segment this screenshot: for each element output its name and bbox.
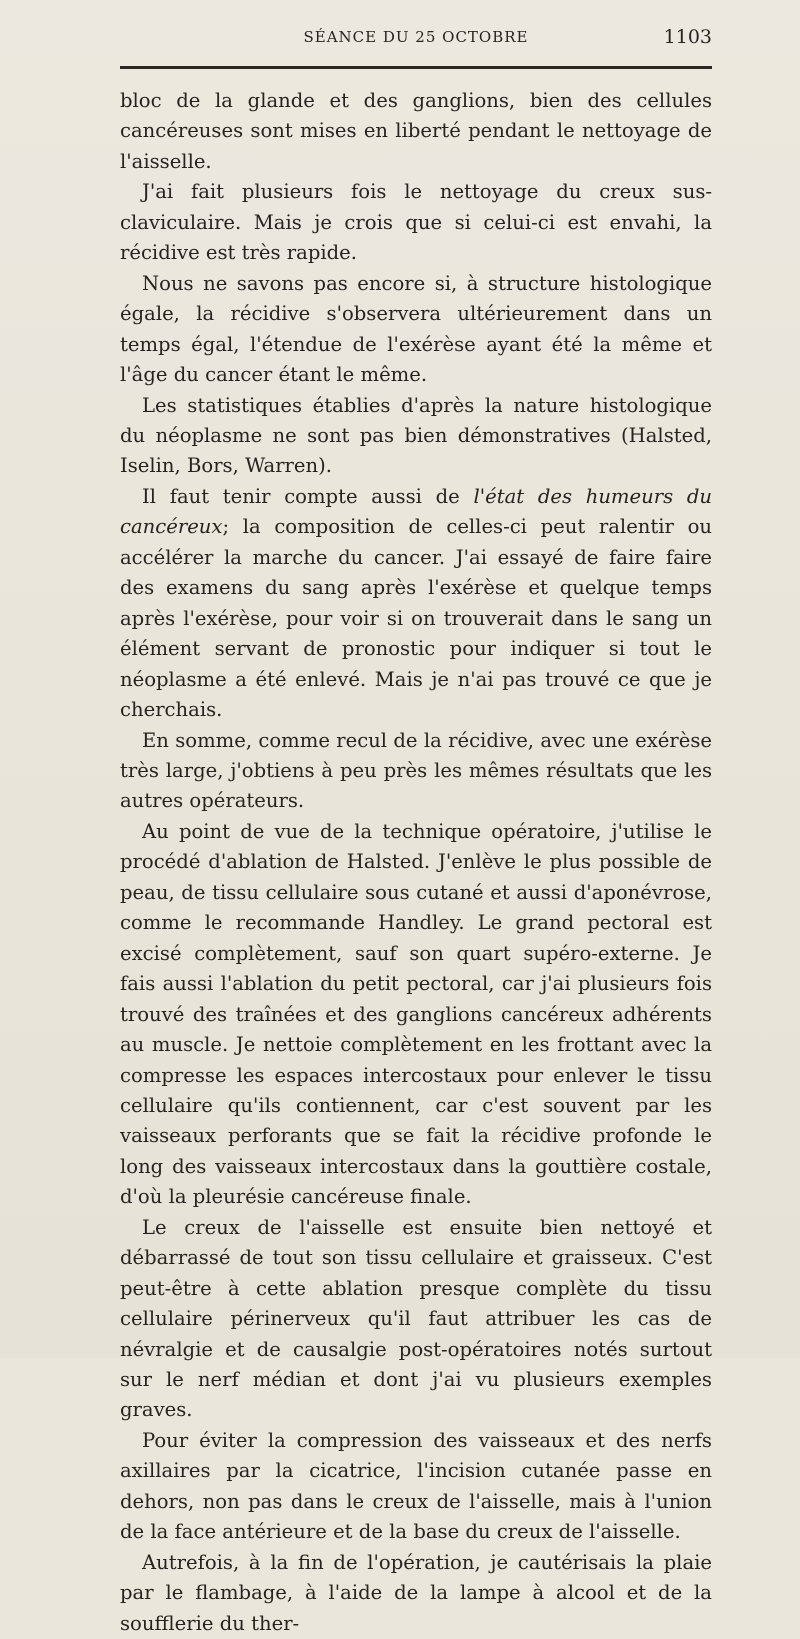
- paragraph: J'ai fait plusieurs fois le nettoyage du creux sus-claviculaire. Mais je crois que si celui-ci est envahi, la récidive est très rapide.: [120, 180, 712, 265]
- running-title: SÉANCE DU 25 OCTOBRE: [303, 28, 529, 46]
- paragraph: Nous ne savons pas encore si, à structure histologique égale, la récidive s'observera ultérieurement dans un temps égal, l'étendue de l'exérèse ayant été la même et l'âge du cancer étant le même.: [120, 271, 712, 387]
- paragraph: Le creux de l'aisselle est ensuite bien nettoyé et débarrassé de tout son tissu cellulaire et graisseux. C'est peut-être à cette ablation presque complète du tissu cellulaire périnerveux qu'il faut attribuer les cas de névralgie et de causalgie post-opératoires notés surtout sur le nerf médian et dont j'ai vu plusieurs exemples graves.: [120, 1215, 712, 1422]
- paragraph: Pour éviter la compression des vaisseaux et des nerfs axillaires par la cicatrice, l'incision cutanée passe en dehors, non pas dans le creux de l'aisselle, mais à l'union de la face antérieure et de la base du creux de l'aisselle.: [120, 1428, 712, 1544]
- body-text: [120, 86, 712, 1639]
- paragraph: En somme, comme recul de la récidive, avec une exérèse très large, j'obtiens à peu près les mêmes résultats que les autres opérateurs.: [120, 728, 712, 813]
- header-rule: [120, 66, 712, 69]
- paragraph: Autrefois, à la fin de l'opération, je cautérisais la plaie par le flambage, à l'aide de la lampe à alcool et de la soufflerie du ther-: [120, 1550, 712, 1635]
- page-number: 1103: [663, 26, 712, 48]
- italic-phrase: l'état des humeurs du cancéreux: [120, 484, 712, 539]
- paragraph: bloc de la glande et des ganglions, bien des cellules cancéreuses sont mises en liberté pendant le nettoyage de l'aisselle.: [120, 89, 712, 173]
- paragraph-text: Il faut tenir compte aussi de: [142, 484, 474, 508]
- paragraph: Au point de vue de la technique opératoire, j'utilise le procédé d'ablation de Halsted. J'enlève le plus possible de peau, de tissu cellulaire sous cutané et aussi d'aponévrose, comme le recommande Handley. Le grand pectoral est excisé complètement, sauf son quart supéro-externe. Je fais aussi l'ablation du petit pectoral, car j'ai plusieurs fois trouvé des traînées et des ganglions cancéreux adhérents au muscle. Je nettoie complètement en les frottant avec la compresse les espaces intercostaux pour enlever le tissu cellulaire qu'ils contiennent, car c'est souvent par les vaisseaux perforants que se fait la récidive profonde le long des vaisseaux intercostaux dans la gouttière costale, d'où la pleurésie cancéreuse finale.: [120, 819, 712, 1209]
- paragraph-text: ; la composition de celles-ci peut ralentir ou accélérer la marche du cancer. J'ai essayé de faire faire des examens du sang après l'exérèse et quelque temps après l'exérèse, pour voir si on trouverait dans le sang un élément servant de pronostic pour indiquer si tout le néoplasme a été enlevé. Mais je n'ai pas trouvé ce que je cherchais.: [120, 515, 712, 722]
- running-head: [120, 26, 712, 50]
- paragraph: [120, 482, 712, 726]
- paragraph: Les statistiques établies d'après la nature histologique du néoplasme ne sont pas bien démonstratives (Halsted, Iselin, Bors, Warren).: [120, 393, 712, 478]
